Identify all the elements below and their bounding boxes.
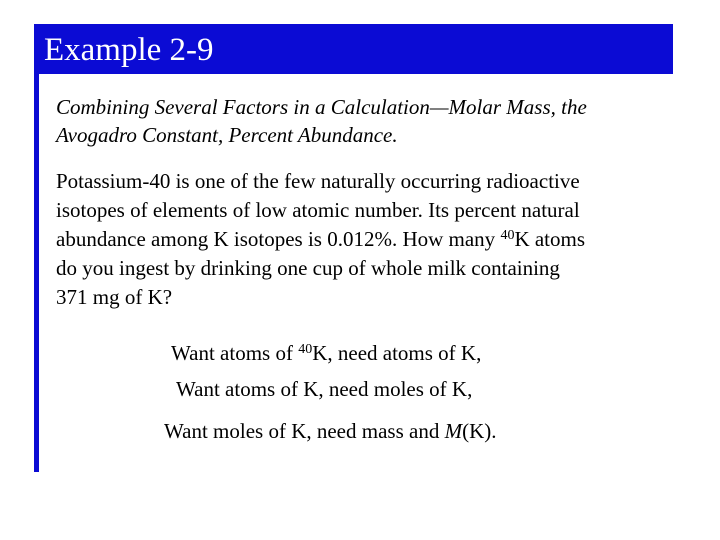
problem-line-3-end: K atoms [514,227,586,251]
subtitle-line-1: Combining Several Factors in a Calculation—Molar Mass, the [56,95,587,119]
problem-line-5: 371 mg of K? [56,285,173,309]
step-1-end: K, need atoms of K, [312,341,482,365]
solution-step-1 [171,339,481,367]
left-accent-rule [34,74,39,472]
solution-step-2: Want atoms of K, need moles of K, [176,377,473,401]
problem-line-2: isotopes of elements of low atomic number. Its percent natural [56,198,580,222]
title-bar [34,24,673,74]
problem-line-3 [56,225,696,254]
problem-line-1: Potassium-40 is one of the few naturally occurring radioactive [56,169,580,193]
step-3-end: (K). [462,419,497,443]
step-3-start: Want moles of K, need mass and [164,419,445,443]
example-subtitle [56,93,696,149]
subtitle-line-2: Avogadro Constant, Percent Abundance. [56,123,398,147]
solution-step-3 [164,417,496,445]
slide-title: Example 2-9 [44,32,214,68]
problem-line-4: do you ingest by drinking one cup of whole milk containing [56,256,560,280]
step-1-isotope-superscript: 40 [298,342,313,357]
problem-line-3-start: abundance among K isotopes is 0.012%. How many [56,227,501,251]
problem-statement [56,167,696,312]
molar-mass-symbol: M [444,419,463,443]
isotope-superscript: 40 [500,228,515,243]
step-1-start: Want atoms of [171,341,299,365]
